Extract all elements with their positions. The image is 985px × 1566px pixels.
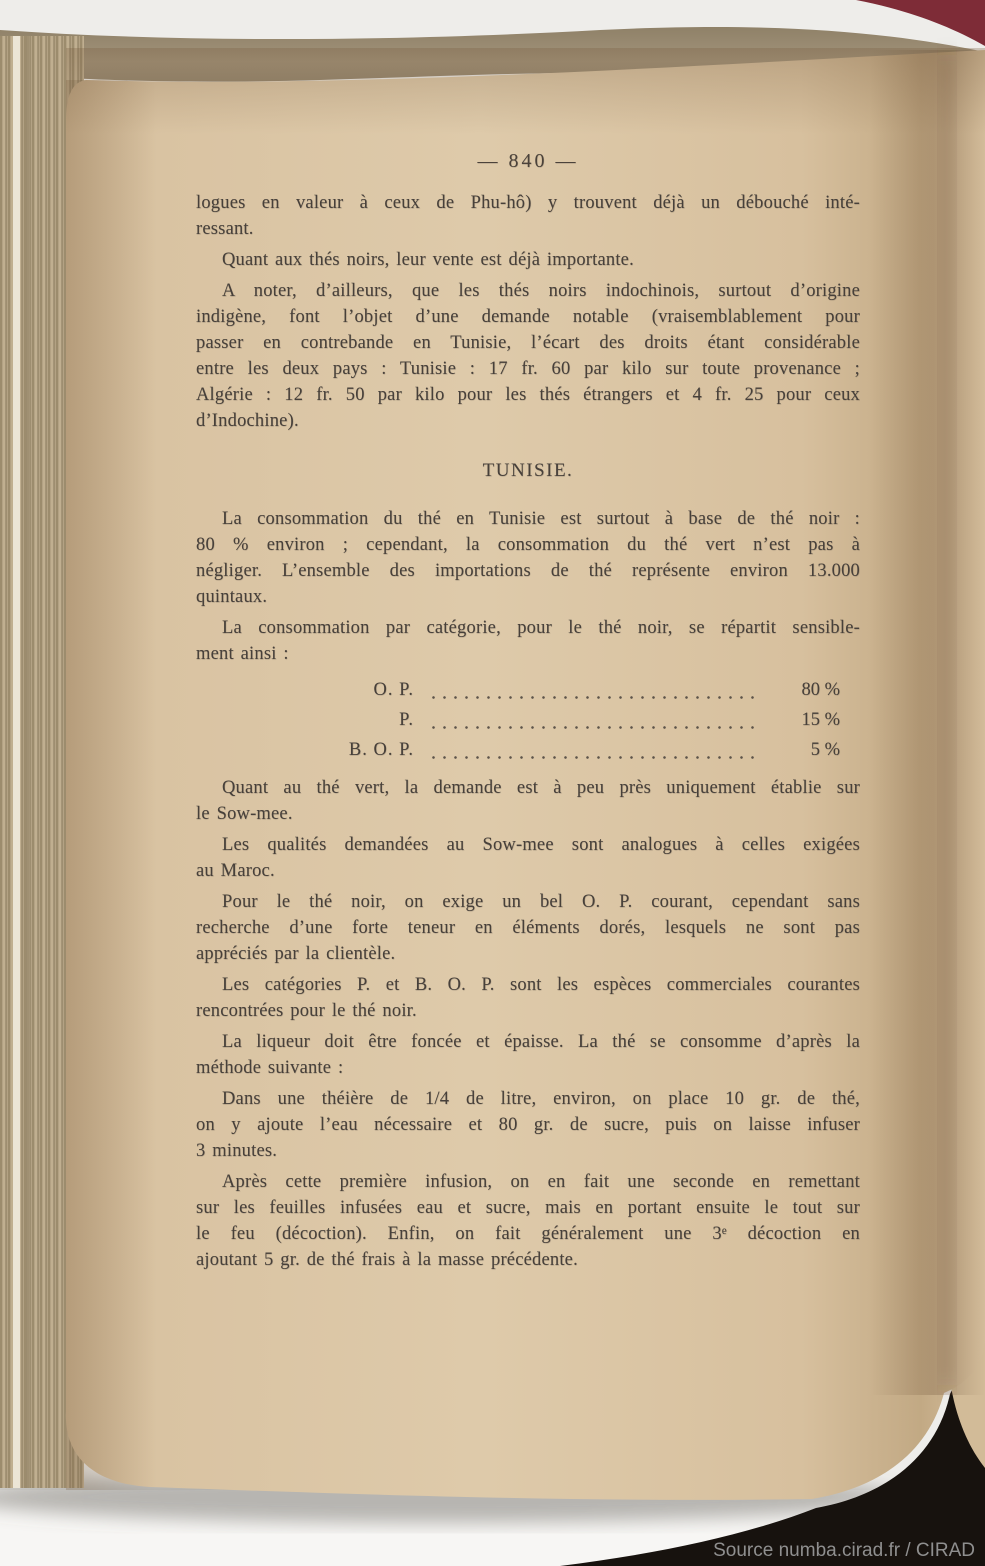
leader-dots [428, 693, 756, 702]
text-line: méthode suivante : [196, 1058, 344, 1078]
paragraph [196, 506, 860, 610]
text-line: appréciés par la clientèle. [196, 944, 396, 964]
text-line: sur les feuilles infusées eau et sucre, mais en portant ensuite le tout sur [196, 1198, 860, 1218]
category-label: B. O. P. [348, 740, 414, 760]
text-line: Les catégories P. et B. O. P. sont les espèces commerciales courantes [222, 975, 860, 995]
page-number: — 840 — [477, 150, 579, 172]
text-line: Les qualités demandées au Sow-mee sont analogues à celles exigées [222, 835, 860, 855]
text-line: quintaux. [196, 587, 268, 607]
text-line: Après cette première infusion, on en fait une seconde en remettant [222, 1172, 860, 1192]
category-share-list [196, 675, 860, 765]
leader-row [292, 735, 840, 765]
text-line: La liqueur doit être foncée et épaisse. La thé se consomme d’après la [222, 1032, 860, 1052]
text-line: A noter, d’ailleurs, que les thés noirs indochinois, surtout d’origine [222, 281, 860, 301]
text-line: logues en valeur à ceux de Phu-hô) y trouvent déjà un débouché inté- [196, 193, 860, 213]
category-value: 5 % [810, 740, 840, 760]
text-line: ment ainsi : [196, 644, 289, 664]
paragraph [196, 190, 860, 242]
text-line: passer en contrebande en Tunisie, l’écart des droits étant considérable [196, 333, 860, 353]
text-line: Algérie : 12 fr. 50 par kilo pour les thés étrangers et 4 fr. 25 pour ceux [196, 385, 860, 405]
text-line: Pour le thé noir, on exige un bel O. P. courant, cependant sans [222, 892, 860, 912]
text-line: le Sow-mee. [196, 804, 293, 824]
text-line: Quant aux thés noirs, leur vente est déjà importante. [222, 250, 634, 270]
leader-row [292, 705, 840, 735]
text-line: 80 % environ ; cependant, la consommation du thé vert n’est pas à [196, 535, 860, 555]
category-label: P. [399, 710, 414, 730]
page-text [196, 190, 860, 1278]
category-value: 80 % [801, 680, 840, 700]
text-line: au Maroc. [196, 861, 275, 881]
leader-dots [428, 723, 756, 732]
text-line: négliger. L’ensemble des importations de thé représente environ 13.000 [196, 561, 860, 581]
leader-row [292, 675, 840, 705]
paragraph [196, 1169, 860, 1273]
category-label: O. P. [373, 680, 414, 700]
paragraph [196, 1029, 860, 1081]
text-line: on y ajoute l’eau nécessaire et 80 gr. de sucre, puis on laisse infuser [196, 1115, 860, 1135]
paragraph [196, 278, 860, 434]
text-line: 3 minutes. [196, 1141, 278, 1161]
paragraph [196, 889, 860, 967]
paragraph [196, 775, 860, 827]
text-line: Dans une théière de 1/4 de litre, environ, on place 10 gr. de thé, [222, 1089, 860, 1109]
text-line: ajoutant 5 gr. de thé frais à la masse précédente. [196, 1250, 578, 1270]
text-line: rencontrées pour le thé noir. [196, 1001, 417, 1021]
text-line: d’Indochine). [196, 411, 299, 431]
text-line: La consommation du thé en Tunisie est surtout à base de thé noir : [222, 509, 860, 529]
source-attribution: Source numba.cirad.fr / CIRAD [713, 1540, 975, 1561]
text-line: recherche d’une forte teneur en éléments dorés, lesquels ne sont pas [196, 918, 860, 938]
paragraph [196, 1086, 860, 1164]
paragraph [196, 832, 860, 884]
paragraph [196, 615, 860, 667]
paragraph [196, 247, 860, 273]
text-line: indigène, font l’objet d’une demande notable (vraisemblablement pour [196, 307, 860, 327]
paragraph [196, 972, 860, 1024]
section-heading: TUNISIE. [482, 460, 574, 481]
text-line: le feu (décoction). Enfin, on fait généralement une 3ᵉ décoction en [196, 1224, 860, 1244]
text-line: entre les deux pays : Tunisie : 17 fr. 60 par kilo sur toute provenance ; [196, 359, 860, 379]
text-line: ressant. [196, 219, 254, 239]
text-line: La consommation par catégorie, pour le thé noir, se répartit sensible- [222, 618, 860, 638]
category-value: 15 % [801, 710, 840, 730]
leader-dots [428, 753, 756, 762]
text-line: Quant au thé vert, la demande est à peu près uniquement établie sur [222, 778, 860, 798]
